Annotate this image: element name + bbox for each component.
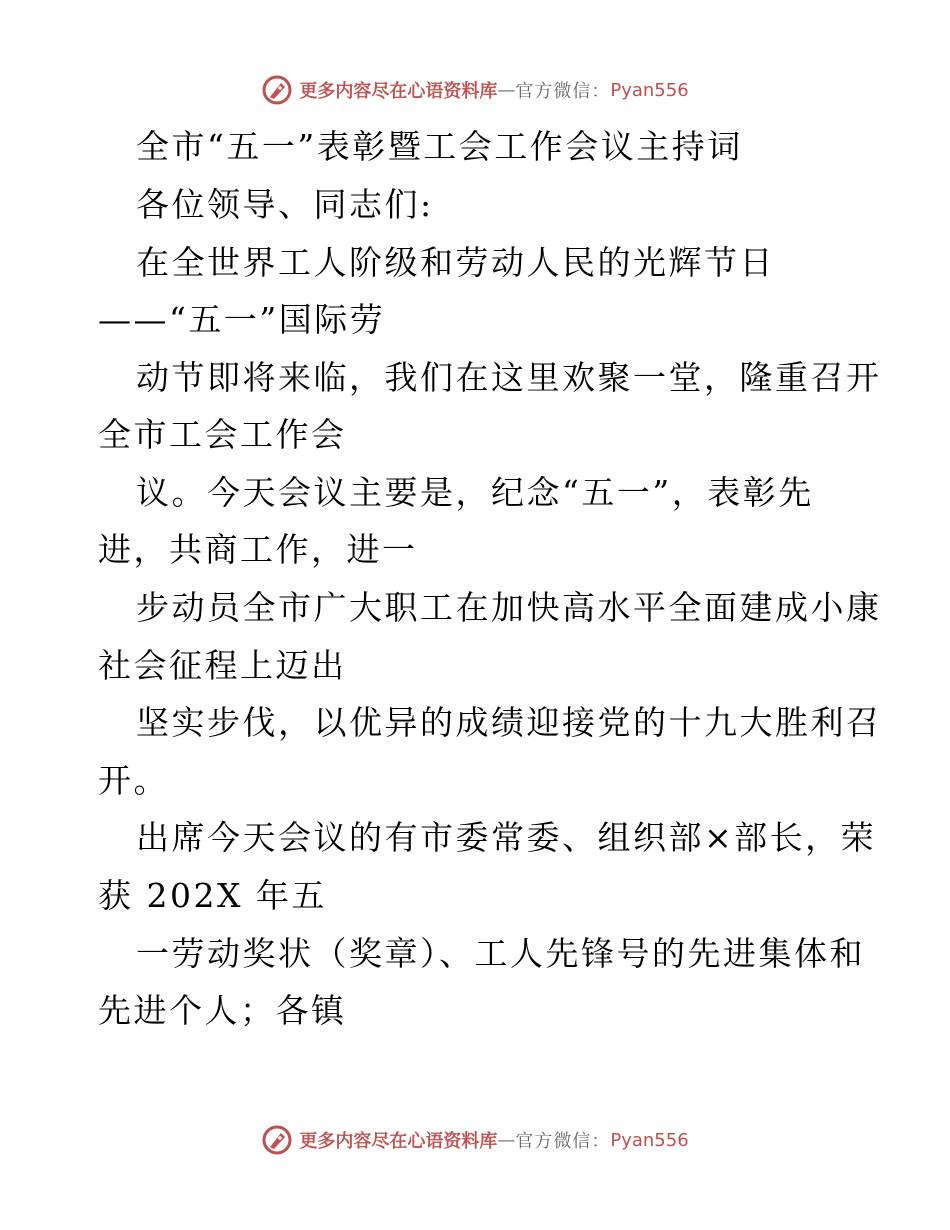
paragraph-line: 出席今天会议的有市委常委、组织部×部长，荣	[136, 818, 877, 857]
watermark-label: 官方微信：	[515, 81, 611, 102]
paragraph-line: 步动员全市广大职工在加快高水平全面建成小康	[136, 588, 882, 627]
paragraph-line: 进，共商工作，进一	[98, 530, 418, 569]
watermark-dash: —	[497, 1129, 516, 1151]
salutation: 各位领导、同志们:	[136, 185, 434, 224]
paragraph-line: 全市工会工作会	[98, 415, 347, 454]
watermark-banner-bottom	[0, 1120, 950, 1160]
paragraph-line: 议。今天会议主要是，纪念“五一”，表彰先	[136, 473, 814, 512]
paragraph-line: 动节即将来临，我们在这里欢聚一堂，隆重召开	[136, 358, 882, 397]
paragraph-line: 在全世界工人阶级和劳动人民的光辉节日	[136, 243, 775, 282]
pen-nib-logo-icon	[261, 1124, 293, 1156]
paragraph-line: 开。	[98, 761, 169, 800]
paragraph-line: 一劳动奖状（奖章）、工人先锋号的先进集体和	[136, 934, 865, 973]
document-title: 全市“五一”表彰暨工会工作会议主持词	[136, 127, 743, 166]
paragraph-line: 获 202X 年五	[98, 876, 327, 915]
paragraph-line: 坚实步伐，以优异的成绩迎接党的十九大胜利召	[136, 703, 882, 742]
watermark-dash: —	[497, 79, 516, 101]
paragraph-line: 社会征程上迈出	[98, 646, 347, 685]
paragraph-line: 先进个人；各镇	[98, 991, 347, 1030]
watermark-main-text: 更多内容尽在心语资料库	[299, 1131, 498, 1152]
paragraph-line: ——“五一”国际劳	[98, 300, 386, 339]
watermark-id: Pyan556	[610, 1129, 689, 1151]
watermark-id: Pyan556	[610, 79, 689, 101]
watermark-label: 官方微信：	[515, 1131, 611, 1152]
watermark-main-text: 更多内容尽在心语资料库	[299, 81, 498, 102]
